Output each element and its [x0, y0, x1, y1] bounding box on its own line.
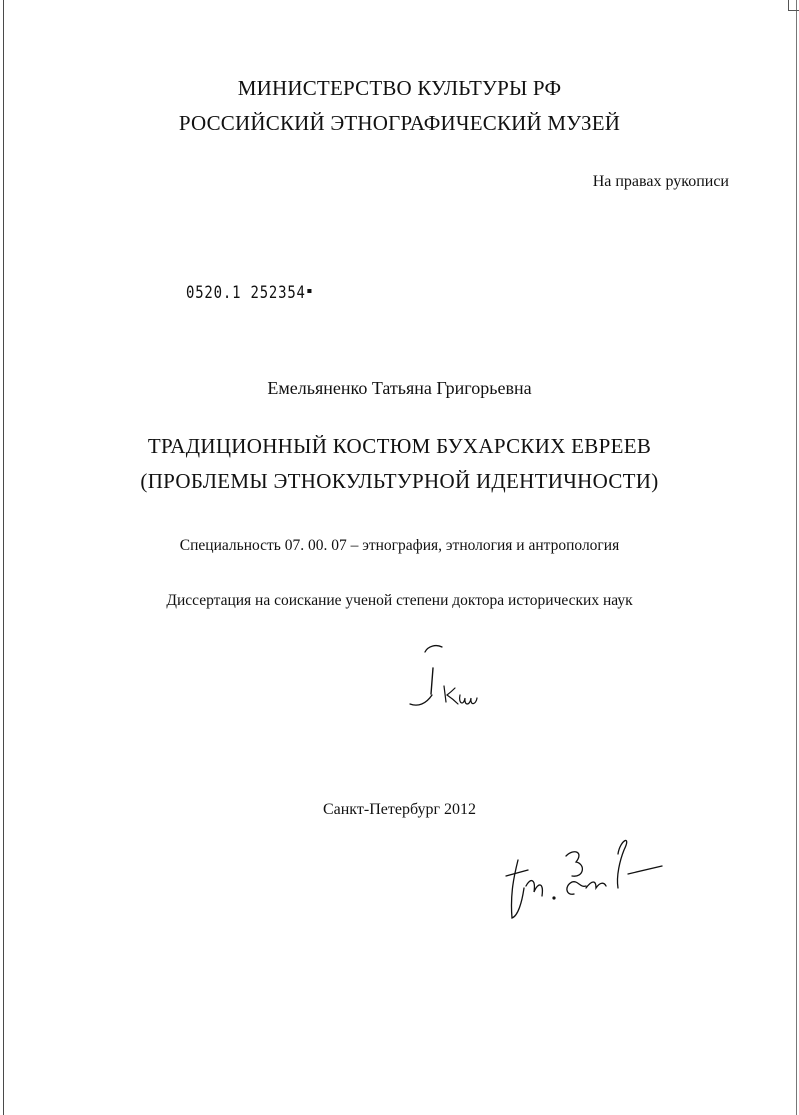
- ministry-heading: МИНИСТЕРСТВО КУЛЬТУРЫ РФ: [237, 76, 562, 100]
- specialty-line: Специальность 07. 00. 07 – этнография, этнология и антропология: [179, 537, 620, 554]
- scan-corner: [788, 0, 799, 11]
- scan-edge-right: [796, 0, 797, 1115]
- library-stamp-number: [186, 283, 312, 303]
- rights-note: На правах рукописи: [592, 173, 729, 190]
- dissertation-title-line-1: ТРАДИЦИОННЫЙ КОСТЮМ БУХАРСКИХ ЕВРЕЕВ: [147, 434, 652, 458]
- author-name: Емельяненко Татьяна Григорьевна: [267, 378, 532, 398]
- scan-edge-left: [3, 0, 4, 1115]
- handwritten-author-signature: [500, 826, 670, 926]
- stamp-mark: [307, 289, 311, 293]
- city-year: Санкт-Петербург 2012: [322, 801, 477, 818]
- museum-heading: РОССИЙСКИЙ ЭТНОГРАФИЧЕСКИЙ МУЗЕЙ: [178, 111, 621, 135]
- dissertation-title-line-2: (ПРОБЛЕМЫ ЭТНОКУЛЬТУРНОЙ ИДЕНТИЧНОСТИ): [140, 469, 659, 493]
- stamp-number-text: 0520.1 252354: [186, 283, 306, 303]
- handwritten-initials-signature: [398, 640, 488, 715]
- degree-line: Диссертация на соискание ученой степени доктора исторических наук: [166, 592, 633, 609]
